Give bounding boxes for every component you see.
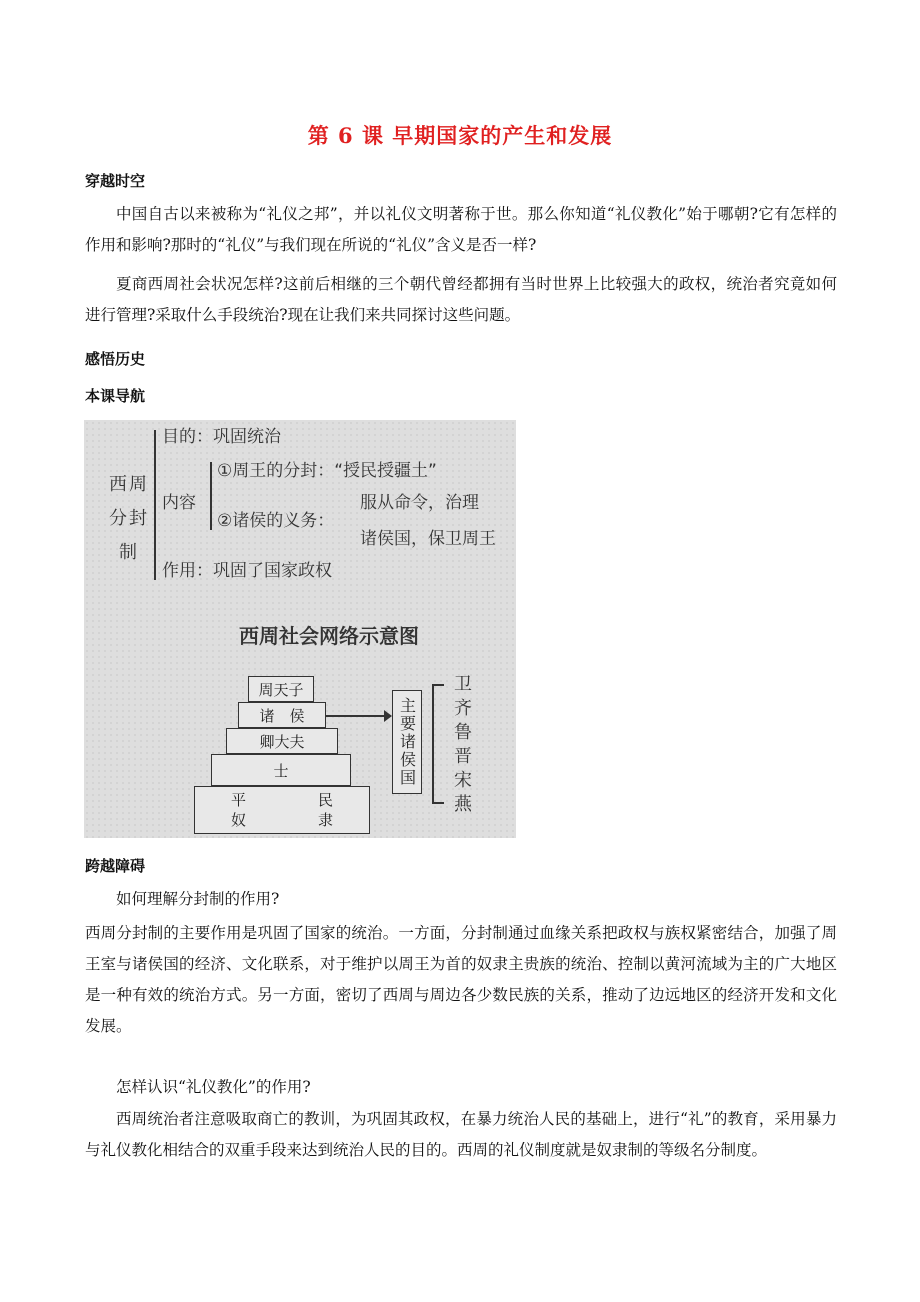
- answer-2: 西周统治者注意吸取商亡的教训，为巩固其政权，在暴力统治人民的基础上，进行“礼”的教育，采用暴力与礼仪教化相结合的双重手段来达到统治人民的目的。西周的礼仪制度就是奴隶制的等级名分制度。: [85, 1110, 837, 1159]
- diagram-item2: ②诸侯的义务：: [217, 511, 335, 531]
- states-brace-line: [432, 684, 434, 804]
- page-title: 第 6 课 早期国家的产生和发展: [307, 123, 613, 148]
- level-pingmin-nuli: [194, 786, 370, 834]
- brace-line: [154, 430, 156, 580]
- arrow-head-icon: [384, 710, 392, 722]
- diagram-purpose: 目的：巩固统治: [162, 427, 281, 447]
- diagram-content-label: 内容: [162, 493, 196, 513]
- answer-1: 西周分封制的主要作用是巩固了国家的统治。一方面，分封制通过血缘关系把政权与族权紧密结合，加强了周王室与诸侯国的经济、文化联系，对于维护以周王为首的奴隶主贵族的统治、控制以黄河流域为主的广大地区是一种有效的统治方式。另一方面，密切了西周与周边各少数民族的关系，推动了边远地区的经济开发和文化发展。: [85, 924, 837, 1035]
- section-heading-kuayue: 跨越障碍: [85, 857, 146, 875]
- bottom-right-label: 民 隶: [317, 791, 333, 829]
- bottom-left-label: 平 奴: [231, 791, 247, 829]
- level-zhuhou: 诸 侯: [238, 702, 326, 728]
- question-2: 怎样认识“礼仪教化”的作用?: [116, 1078, 311, 1096]
- diagram-item2-detail2: 诸侯国，保卫周王: [360, 529, 496, 549]
- section-heading-chuanyue: 穿越时空: [85, 172, 146, 190]
- diagram-item1: ①周王的分封：“授民授疆土”: [217, 461, 437, 481]
- intro-paragraph-2: 夏商西周社会状况怎样?这前后相继的三个朝代曾经都拥有当时世界上比较强大的政权，统治者究竟如何进行管理?采取什么手段统治?现在让我们来共同探讨这些问题。: [85, 275, 837, 324]
- arrow-line: [326, 715, 388, 717]
- diagram-effect: 作用：巩固了国家政权: [162, 561, 332, 581]
- states-brace-top: [432, 684, 444, 686]
- section-heading-daohang: 本课导航: [85, 387, 146, 405]
- content-brace-line: [210, 462, 212, 530]
- diagram-item2-detail1: 服从命令，治理: [360, 493, 479, 513]
- level-qingdafu: 卿大夫: [226, 728, 338, 754]
- diagram-root-label: 西周分封制: [109, 474, 149, 563]
- level-zhoutianzi: 周天子: [248, 676, 314, 702]
- lesson-diagram-figure: [84, 420, 516, 838]
- main-states-box: 主要诸侯国: [392, 690, 422, 794]
- intro-paragraph-1: 中国自古以来被称为“礼仪之邦”，并以礼仪文明著称于世。那么你知道“礼仪教化”始于哪朝?它有怎样的作用和影响?那时的“礼仪”与我们现在所说的“礼仪”含义是否一样?: [85, 205, 837, 254]
- network-title: 西周社会网络示意图: [239, 624, 419, 648]
- states-brace-bottom: [432, 802, 444, 804]
- question-1: 如何理解分封制的作用?: [116, 890, 280, 908]
- level-shi: 士: [211, 754, 351, 786]
- section-heading-ganwu: 感悟历史: [85, 350, 146, 368]
- states-list: 卫齐鲁晋宋燕: [451, 674, 472, 818]
